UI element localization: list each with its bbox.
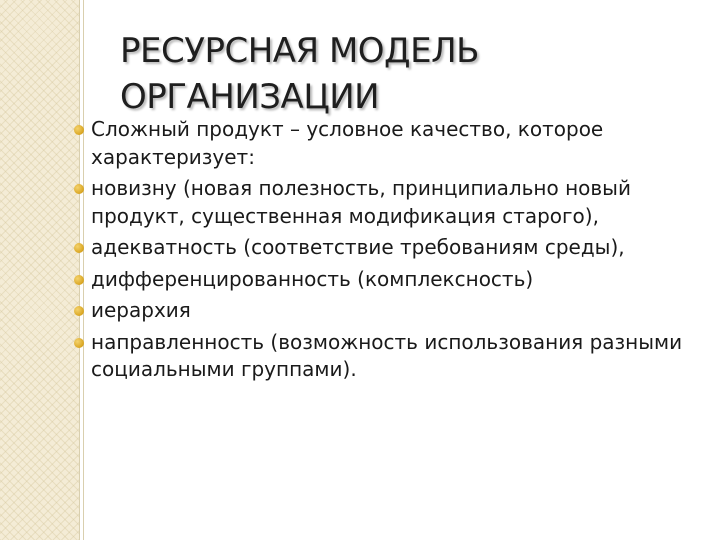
bullet-text: иерархия (91, 298, 191, 322)
bullet-item (72, 175, 712, 230)
bullet-item (72, 116, 712, 171)
bullet-icon (74, 338, 84, 348)
bullet-item (72, 266, 712, 294)
slide-title: РЕСУРСНАЯ МОДЕЛЬ ОРГАНИЗАЦИИ (120, 31, 479, 117)
bullet-item (72, 329, 712, 384)
bullet-text: дифференцированность (комплексность) (91, 266, 534, 291)
bullet-text: новизну (новая полезность, принципиально новый продукт, существенная модификация старого), (91, 176, 631, 228)
bullet-text: Сложный продукт – условное качество, которое характеризует: (91, 117, 604, 169)
bullet-list (72, 116, 712, 388)
bullet-item (72, 234, 712, 262)
bullet-icon (74, 184, 84, 194)
bullet-item (72, 297, 712, 325)
bullet-icon (74, 125, 84, 135)
bullet-icon (74, 306, 84, 316)
bullet-icon (74, 275, 84, 285)
bullet-text: адекватность (соответствие требованиям среды), (91, 235, 625, 259)
bullet-text: направленность (возможность использования разными социальными группами). (91, 329, 683, 381)
bullet-icon (74, 243, 84, 253)
decorative-side-strip (0, 0, 79, 540)
